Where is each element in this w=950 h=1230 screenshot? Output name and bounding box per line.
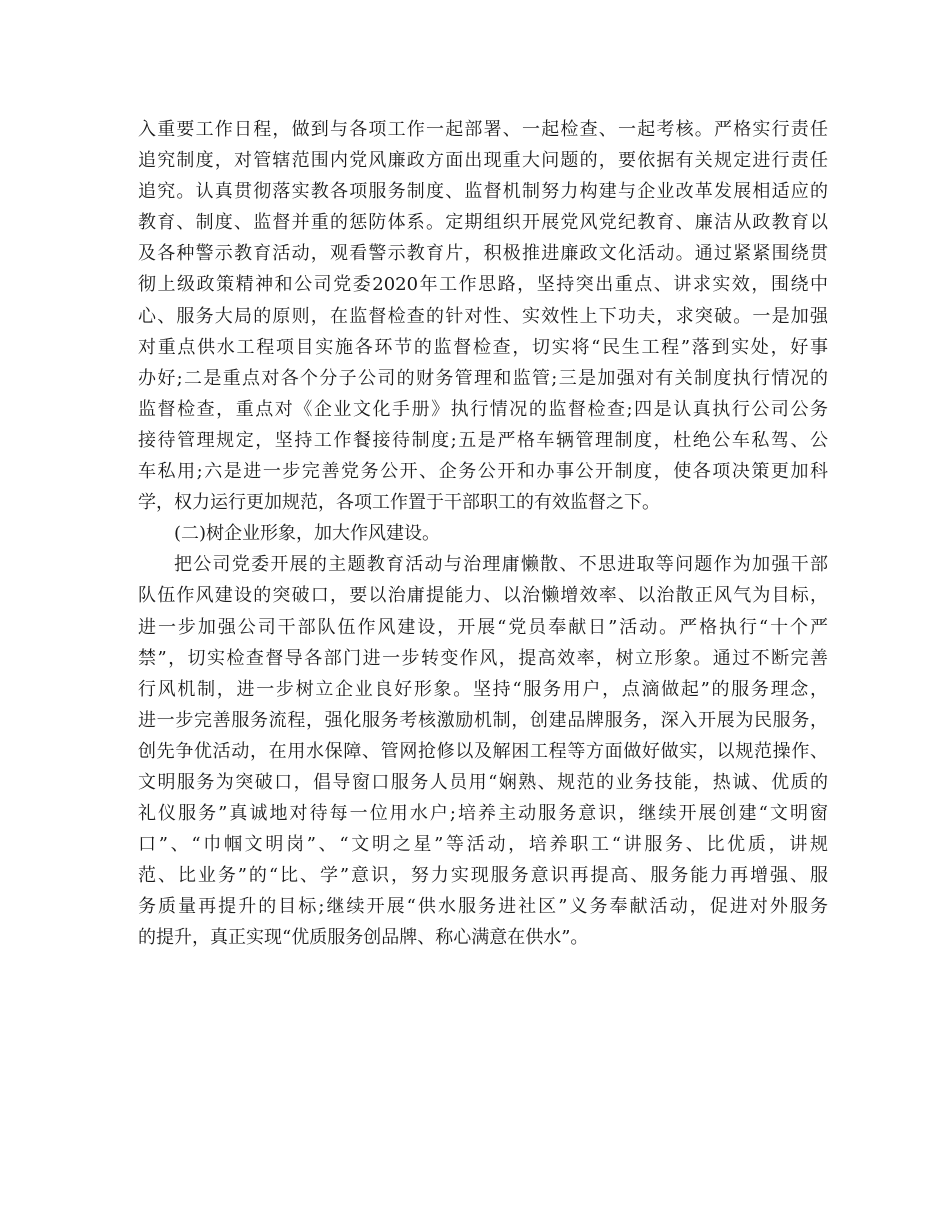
text-line: 接待管理规定，坚持工作餐接待制度;五是严格车辆管理制度，杜绝公车私驾、公 xyxy=(138,429,828,451)
text-line: 及各种警示教育活动，观看警示教育片，积极推进廉政文化活动。通过紧紧围绕贯 xyxy=(138,243,828,265)
text-line: 范、比业务”的“比、学”意识，努力实现服务意识再提高、服务能力再增强、服 xyxy=(138,865,828,887)
text-line: 彻上级政策精神和公司党委2020年工作思路，坚持突出重点、讲求实效，围绕中 xyxy=(138,274,828,296)
text-line: 进一步完善服务流程，强化服务考核激励机制，创建品牌服务，深入开展为民服务， xyxy=(138,709,828,731)
text-line: 教育、制度、监督并重的惩防体系。定期组织开展党风党纪教育、廉洁从政教育以 xyxy=(138,212,828,234)
text-line: 禁”，切实检查督导各部门进一步转变作风，提高效率，树立形象。通过不断完善 xyxy=(138,647,828,669)
text-line: (二)树企业形象，加大作风建设。 xyxy=(174,523,441,545)
text-line: 行风机制，进一步树立企业良好形象。坚持“服务用户，点滴做起”的服务理念， xyxy=(138,678,828,700)
text-line: 对重点供水工程项目实施各环节的监督检查，切实将“民生工程”落到实处，好事 xyxy=(138,336,828,358)
text-line: 的提升，真正实现“优质服务创品牌、称心满意在供水”。 xyxy=(138,927,589,949)
text-line: 追究。认真贯彻落实教各项服务制度、监督机制努力构建与企业改革发展相适应的 xyxy=(138,181,828,203)
text-line: 队伍作风建设的突破口，要以治庸提能力、以治懒增效率、以治散正风气为目标， xyxy=(138,585,828,607)
text-line: 入重要工作日程，做到与各项工作一起部署、一起检查、一起考核。严格实行责任 xyxy=(138,119,828,140)
text-line: 追究制度，对管辖范围内党风廉政方面出现重大问题的，要依据有关规定进行责任 xyxy=(138,150,828,172)
text-line: 心、服务大局的原则，在监督检查的针对性、实效性上下功夫，求突破。一是加强 xyxy=(138,305,828,327)
text-line: 学，权力运行更加规范，各项工作置于干部职工的有效监督之下。 xyxy=(138,492,660,514)
text-line: 文明服务为突破口，倡导窗口服务人员用“娴熟、规范的业务技能，热诚、优质的 xyxy=(138,771,828,793)
text-line: 创先争优活动，在用水保障、管网抢修以及解困工程等方面做好做实，以规范操作、 xyxy=(138,740,828,762)
text-line: 办好;二是重点对各个分子公司的财务管理和监管;三是加强对有关制度执行情况的 xyxy=(138,367,828,389)
text-line: 口”、“巾帼文明岗”、“文明之星”等活动，培养职工“讲服务、比优质，讲规 xyxy=(138,834,828,856)
text-line: 监督检查，重点对《企业文化手册》执行情况的监督检查;四是认真执行公司公务 xyxy=(138,398,828,420)
text-line: 礼仪服务”真诚地对待每一位用水户;培养主动服务意识，继续开展创建“文明窗 xyxy=(138,803,828,825)
text-line: 把公司党委开展的主题教育活动与治理庸懒散、不思进取等问题作为加强干部 xyxy=(174,554,828,576)
text-line: 车私用;六是进一步完善党务公开、企务公开和办事公开制度，使各项决策更加科 xyxy=(138,461,828,483)
document-body xyxy=(138,114,828,954)
text-line: 务质量再提升的目标;继续开展“供水服务进社区”义务奉献活动，促进对外服务 xyxy=(138,896,828,918)
text-line: 进一步加强公司干部队伍作风建设，开展“党员奉献日”活动。严格执行“十个严 xyxy=(138,616,828,638)
